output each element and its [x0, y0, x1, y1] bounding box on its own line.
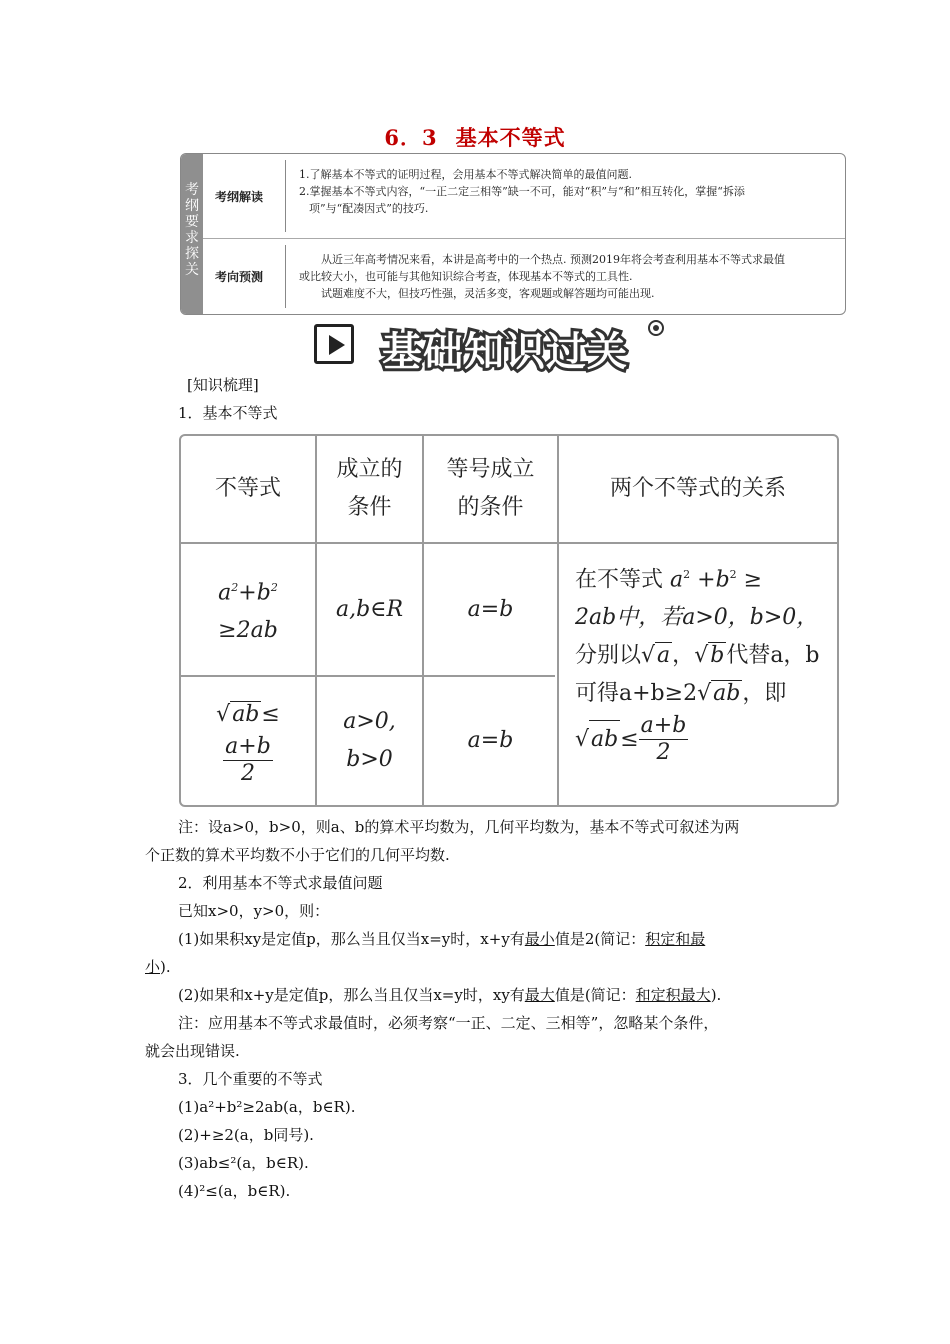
- outline-line: 项”与“配凑因式”的技巧.: [309, 202, 429, 215]
- heading-3: 3．几个重要的不等式: [178, 1070, 323, 1088]
- note-1-line-2: 个正数的算术平均数不小于它们的几何平均数.: [145, 846, 450, 864]
- inequality-1: (1)a²+b²≥2ab(a，b∈R).: [178, 1098, 356, 1116]
- inequality-2: (2)+≥2(a，b同号).: [178, 1126, 314, 1144]
- cell-ineq-1: $a^2+b^2$ ≥2ab: [218, 580, 278, 644]
- cell-eq-1: a=b: [467, 596, 514, 622]
- banner-text: 基础知识过关: [382, 329, 628, 375]
- cell-eq-2: a=b: [467, 728, 514, 753]
- cell-relation: 在不等式 $a^2 +b^2$ ≥ 2ab中，若a>0，b>0， 分别以√a，√b代替a，b 可得a+b≥2√ab，即 √ ab ≤ $\frac{a+b}{2}$: [575, 567, 820, 766]
- cell-ineq-2: √ab≤ $\frac{a+b}{2}$: [216, 701, 280, 786]
- outline-text-prediction: [299, 251, 835, 302]
- gear-icon: [648, 320, 664, 336]
- outline-label-interpretation: 考纲解读: [215, 189, 264, 204]
- page-title: 6．3 基本不等式: [384, 125, 566, 150]
- outline-row-interpretation: [203, 154, 845, 239]
- item-1-line-2: 小).: [145, 958, 171, 976]
- outline-line: 或比较大小，也可能与其他知识综合考查，体现基本不等式的工具性.: [299, 270, 633, 283]
- section-banner: [314, 322, 674, 375]
- outline-label-prediction: 考向预测: [215, 270, 264, 284]
- inequality-3: (3)ab≤²(a，b∈R).: [178, 1154, 309, 1172]
- outline-line: 试题难度不大，但技巧性强，灵活多变，客观题或解答题均可能出现.: [321, 287, 655, 300]
- inequality-4: (4)²≤(a，b∈R).: [178, 1182, 291, 1200]
- section-tag: [知识梳理]: [187, 376, 259, 394]
- item-2: (2)如果和x+y是定值p，那么当且仅当x=y时，xy有最大值是(简记：和定积最大).: [178, 986, 722, 1004]
- cell-cond-2: a>0, b>0: [343, 709, 396, 772]
- outline-side-label: 考 纲 要 求 探 关: [181, 154, 203, 314]
- play-icon: [314, 324, 354, 364]
- cell-cond-1: a,b∈R: [335, 596, 404, 622]
- outline-row-prediction: [203, 239, 845, 314]
- header-equality-condition: 等号成立 的条件: [446, 457, 535, 520]
- exam-outline-box: [180, 153, 846, 315]
- note-2-line-2: 就会出现错误.: [145, 1042, 240, 1060]
- outline-line: 2.掌握基本不等式内容，“一正二定三相等”缺一不可，能对“积”与“和”相互转化，掌握“拆添: [299, 185, 745, 198]
- header-inequality: 不等式: [214, 476, 281, 501]
- heading-1: 1．基本不等式: [178, 404, 278, 422]
- item-1-line-1: (1)如果积xy是定值p，那么当且仅当x=y时，x+y有最小值是2(简记：积定和最: [178, 930, 706, 948]
- outline-line: 从近三年高考情况来看，本讲是高考中的一个热点. 预测2019年将会考查利用基本不等式求最值: [321, 253, 785, 266]
- note-2-line-1: 注：应用基本不等式求最值时，必须考察“一正、二定、三相等”，忽略某个条件，: [178, 1014, 719, 1032]
- given-condition: 已知x>0，y>0，则：: [178, 902, 330, 920]
- note-1-line-1: 注：设a>0，b>0，则a、b的算术平均数为，几何平均数为，基本不等式可叙述为两: [178, 818, 740, 836]
- inequality-table: [179, 434, 839, 807]
- outline-text-interpretation: [299, 166, 835, 217]
- header-relation: 两个不等式的关系: [609, 476, 786, 501]
- outline-line: 1.了解基本不等式的证明过程，会用基本不等式解决简单的最值问题.: [299, 168, 632, 181]
- heading-2: 2．利用基本不等式求最值问题: [178, 874, 383, 892]
- header-condition: 成立的 条件: [336, 457, 403, 520]
